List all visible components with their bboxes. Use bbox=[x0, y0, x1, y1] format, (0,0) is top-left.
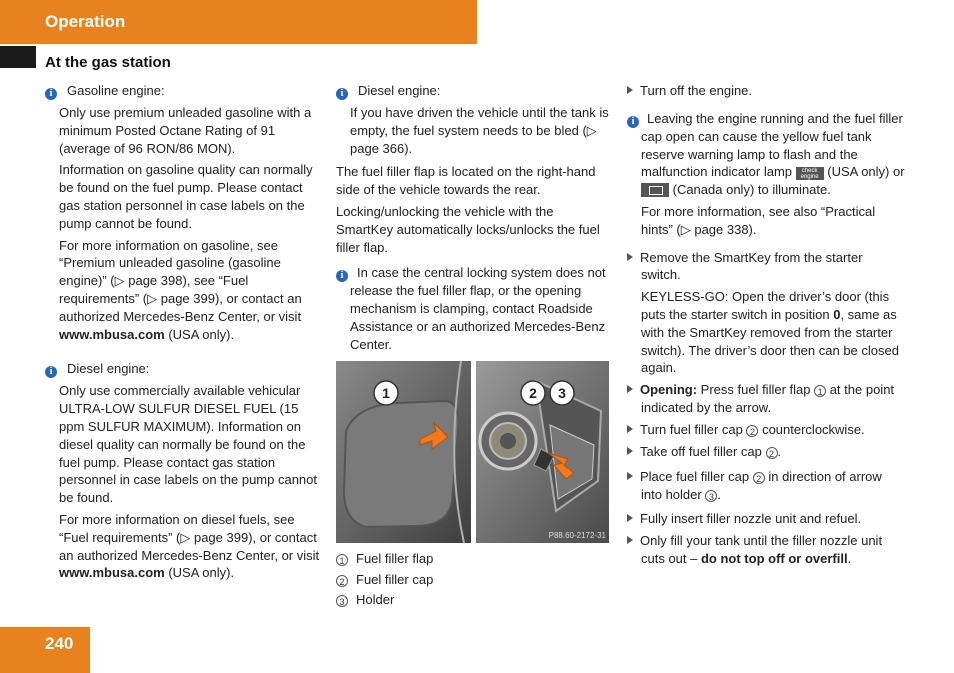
keyless-go-text-2: , same as with the SmartKey removed from the starter switch). The driver’s door then can be closed again. bbox=[641, 306, 899, 376]
warning-text: do not top off or overfill bbox=[700, 550, 848, 566]
step-text: Press fuel filler flap bbox=[697, 382, 815, 398]
diesel-paragraph-1: Only use commercially available vehicular ULTRA-LOW SULFUR DIESEL FUEL (15 ppm SULFUR MAXIMUM). Information on diesel quality can normally be found on the fuel pump. Please contact gas station personnel in case labels on the pump cannot be found. bbox=[59, 383, 318, 506]
diesel-paragraph-2 bbox=[45, 511, 321, 582]
starter-position: 0 bbox=[833, 306, 841, 322]
step-remove-smartkey bbox=[627, 249, 905, 285]
photo-legend bbox=[336, 549, 433, 611]
step-place-cap bbox=[627, 468, 905, 504]
mbusa-link[interactable]: www.mbusa.com bbox=[59, 326, 165, 342]
diesel-heading-text: Diesel engine: bbox=[67, 361, 150, 377]
keyless-go-text: KEYLESS-GO: Open the driver’s door (this puts the starter switch in position bbox=[641, 289, 890, 322]
step-text: Remove the SmartKey from the starter switch. bbox=[640, 249, 863, 283]
diesel-bleed-heading bbox=[336, 82, 612, 100]
engine-malfunction-icon bbox=[641, 183, 669, 197]
practical-hints-ref: For more information, see also “Practical hints” (▷ page 338). bbox=[641, 203, 876, 237]
bullet-arrow-icon bbox=[627, 385, 633, 393]
info-icon: i bbox=[627, 116, 639, 128]
gasoline-heading-text: Gasoline engine: bbox=[67, 83, 165, 98]
column-2 bbox=[336, 82, 612, 358]
photo-callout-2: 2 bbox=[529, 385, 537, 401]
gasoline-paragraph-2: Information on gasoline quality can normally be found on the fuel pump. Please contact gas station personnel in case labels on the pump cannot be found. bbox=[59, 162, 313, 231]
gasoline-paragraph-3-text: For more information on gasoline, see “Premium unleaded gasoline (gasoline engine)” (▷ page 398), see “Fuel requirements” (▷ page 399), or contact an authorized Mercedes-Benz Center, or visit bbox=[59, 237, 302, 324]
central-locking-info bbox=[336, 264, 612, 353]
step-text: Turn off the engine. bbox=[640, 83, 753, 98]
engine-running-info-text-2: (USA only) or bbox=[823, 164, 905, 180]
step-insert-nozzle bbox=[627, 510, 905, 528]
column-3 bbox=[627, 82, 905, 571]
mbusa-link[interactable]: www.mbusa.com bbox=[59, 565, 165, 581]
bullet-arrow-icon bbox=[627, 253, 633, 261]
step-fill-tank bbox=[627, 532, 905, 568]
info-icon: i bbox=[336, 88, 348, 100]
info-icon: i bbox=[45, 366, 57, 378]
engine-running-info bbox=[627, 110, 905, 199]
ref-number-2: 2 bbox=[746, 425, 758, 437]
ref-number-1: 1 bbox=[814, 385, 826, 397]
step-opening bbox=[627, 381, 905, 417]
info-icon: i bbox=[336, 270, 348, 282]
step-turn-cap bbox=[627, 421, 905, 439]
legend-item bbox=[336, 549, 433, 570]
section-marker bbox=[0, 46, 36, 68]
legend-label: Holder bbox=[356, 592, 395, 607]
photo-callout-3: 3 bbox=[558, 385, 566, 401]
step-text-2: counterclockwise. bbox=[758, 421, 865, 437]
gasoline-paragraph-3-tail: (USA only). bbox=[164, 326, 235, 342]
diesel-bleed-text: If you have driven the vehicle until the tank is empty, the fuel system needs to be bled (▷ page 366). bbox=[350, 105, 609, 156]
photo-callout-1: 1 bbox=[382, 385, 390, 401]
column-1 bbox=[45, 82, 321, 586]
step-text: Fully insert filler nozzle unit and refuel. bbox=[640, 510, 862, 526]
legend-number: 3 bbox=[336, 595, 348, 607]
step-text: Place fuel filler cap bbox=[640, 469, 753, 485]
keyless-go-note bbox=[627, 288, 905, 377]
info-icon: i bbox=[45, 88, 57, 100]
legend-number: 1 bbox=[336, 554, 348, 566]
step-text: Only fill your tank until the filler nozzle unit cuts out – bbox=[640, 532, 883, 566]
central-locking-info-text: In case the central locking system does not release the fuel filler flap, or the opening mechanism is clamping, contact Roadside Assistance or an authorized Mercedes-Benz Center. bbox=[350, 265, 606, 352]
fuel-filler-photo bbox=[336, 361, 609, 543]
step-take-off-cap bbox=[627, 443, 905, 461]
photo-reference: P88.60-2172-31 bbox=[548, 531, 606, 540]
diesel-paragraph-2-tail: (USA only). bbox=[164, 565, 235, 581]
ref-number-2: 2 bbox=[766, 447, 778, 459]
bullet-arrow-icon bbox=[627, 514, 633, 522]
diesel-bleed-heading-text: Diesel engine: bbox=[358, 83, 441, 98]
legend-label: Fuel filler flap bbox=[356, 551, 434, 566]
page-number: 240 bbox=[45, 634, 74, 653]
step-text: Turn fuel filler cap bbox=[640, 421, 747, 437]
check-engine-icon: check engine bbox=[796, 167, 824, 180]
step-text-3: . bbox=[717, 487, 721, 503]
legend-item bbox=[336, 570, 433, 591]
section-title: At the gas station bbox=[45, 54, 171, 71]
ref-number-2: 2 bbox=[753, 472, 765, 484]
step-text-2: in direction of arrow into holder bbox=[641, 469, 882, 503]
step-text-2: . bbox=[847, 550, 852, 566]
filler-flap-location: The fuel filler flap is located on the right-hand side of the vehicle towards the rear. bbox=[336, 164, 596, 198]
bullet-arrow-icon bbox=[627, 447, 633, 455]
gasoline-paragraph-3 bbox=[45, 237, 321, 344]
smartkey-locking: Locking/unlocking the vehicle with the SmartKey automatically locks/unlocks the fuel filler flap. bbox=[336, 203, 600, 255]
bullet-arrow-icon bbox=[627, 86, 633, 94]
step-label: Opening: bbox=[640, 382, 698, 398]
bullet-arrow-icon bbox=[627, 536, 633, 544]
diesel-info-heading bbox=[45, 360, 321, 378]
gasoline-paragraph-1: Only use premium unleaded gasoline with a minimum Posted Octane Rating of 91 (average of 96 RON/86 MON). bbox=[59, 105, 312, 156]
diesel-paragraph-2-text: For more information on diesel fuels, see “Fuel requirements” (▷ page 399), or contact an authorized Mercedes-Benz Center, or visit bbox=[59, 511, 320, 563]
engine-running-info-text: Leaving the engine running and the fuel filler cap open can cause the yellow fuel tank reserve warning lamp to flash and the malfunction indicator lamp bbox=[641, 110, 903, 180]
gasoline-info-heading bbox=[45, 82, 321, 100]
bullet-arrow-icon bbox=[627, 425, 633, 433]
legend-label: Fuel filler cap bbox=[356, 571, 434, 587]
step-text-2: at the point indicated by the arrow. bbox=[641, 382, 895, 415]
engine-running-info-text-3: (Canada only) to illuminate. bbox=[669, 182, 831, 198]
step-text-2: . bbox=[777, 443, 782, 459]
header-title: Operation bbox=[45, 12, 126, 31]
legend-item bbox=[336, 590, 433, 611]
step-text: Take off fuel filler cap bbox=[640, 443, 766, 459]
bullet-arrow-icon bbox=[627, 472, 633, 480]
ref-number-3: 3 bbox=[705, 490, 717, 502]
legend-number: 2 bbox=[336, 575, 348, 587]
step-turn-off-engine bbox=[627, 82, 905, 100]
